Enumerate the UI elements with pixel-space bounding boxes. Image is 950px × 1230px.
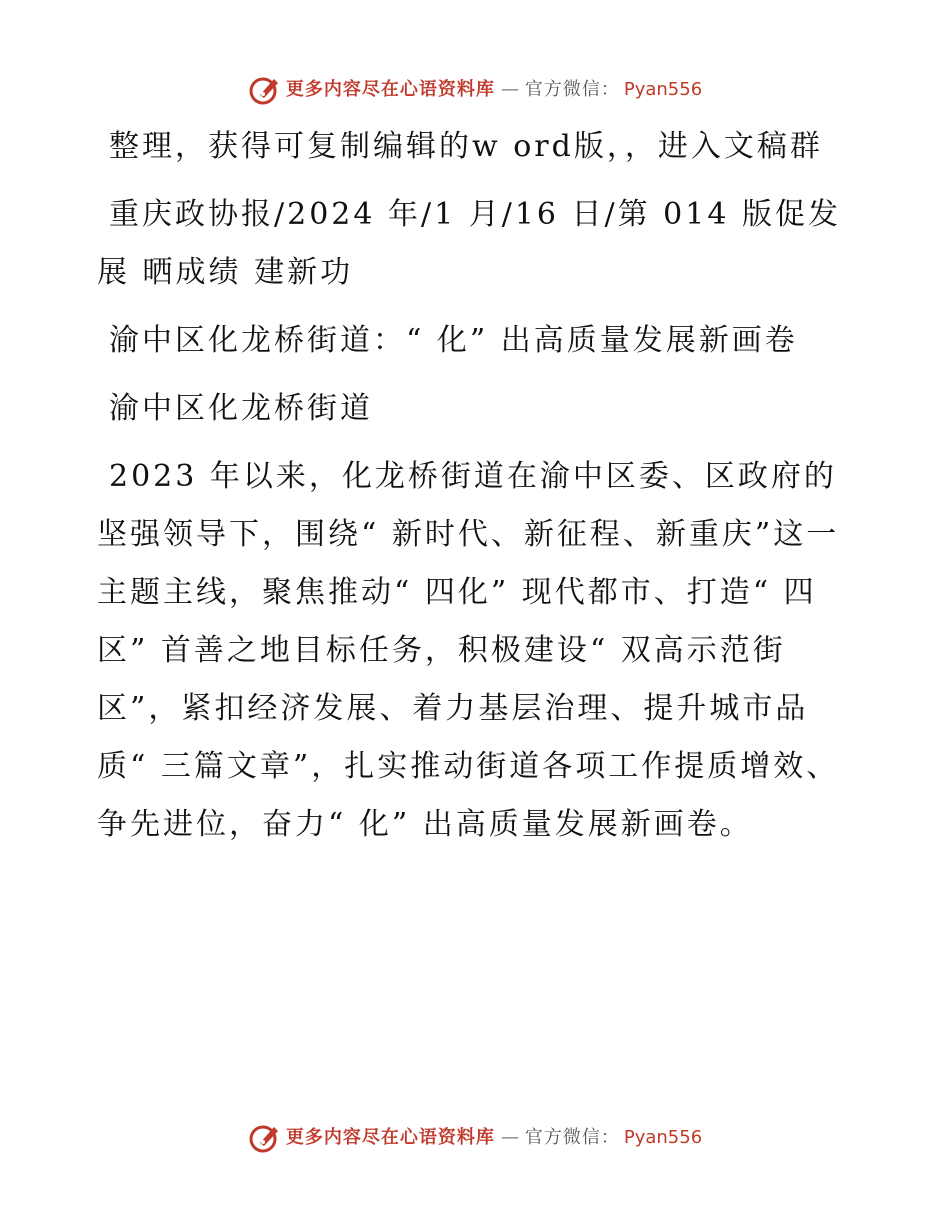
- watermark-site-text: 更多内容尽在心语资料库: [285, 79, 495, 100]
- pen-nib-circle-icon: [248, 1121, 282, 1155]
- watermark-separator: —: [500, 79, 519, 100]
- paragraph-body: 2023 年以来，化龙桥街道在渝中区委、区政府的坚强领导下，围绕“ 新时代、新征程、新重庆”这一主题主线，聚焦推动“ 四化” 现代都市、打造“ 四区” 首善之地目标任务，积极建设“ 双高示范街区”，紧扣经济发展、着力基层治理、提升城市品质“ 三篇文章”，扎实推动街道各项工作提质增效、争先进位，奋力“ 化” 出高质量发展新画卷。: [97, 459, 840, 842]
- article-author: 渝中区化龙桥街道: [109, 391, 373, 426]
- watermark-wechat-label: 官方微信：: [524, 79, 620, 100]
- watermark-wechat-id: Pyan556: [623, 1127, 703, 1148]
- paragraph-intro: 整理，获得可复制编辑的w ord版，，进入文稿群: [109, 129, 823, 164]
- document-body: [97, 118, 857, 864]
- article-title: 渝中区化龙桥街道：“ 化” 出高质量发展新画卷: [109, 323, 798, 358]
- watermark-site-text: 更多内容尽在心语资料库: [285, 1127, 495, 1148]
- watermark-wechat-label: 官方微信：: [524, 1127, 620, 1148]
- watermark-separator: —: [500, 1127, 519, 1148]
- pen-nib-circle-icon: [248, 73, 282, 107]
- watermark-wechat-id: Pyan556: [623, 79, 703, 100]
- paragraph-source: 重庆政协报/2024 年/1 月/16 日/第 014 版促发展 晒成绩 建新功: [97, 197, 841, 290]
- header-watermark: [0, 70, 950, 110]
- footer-watermark: [0, 1118, 950, 1158]
